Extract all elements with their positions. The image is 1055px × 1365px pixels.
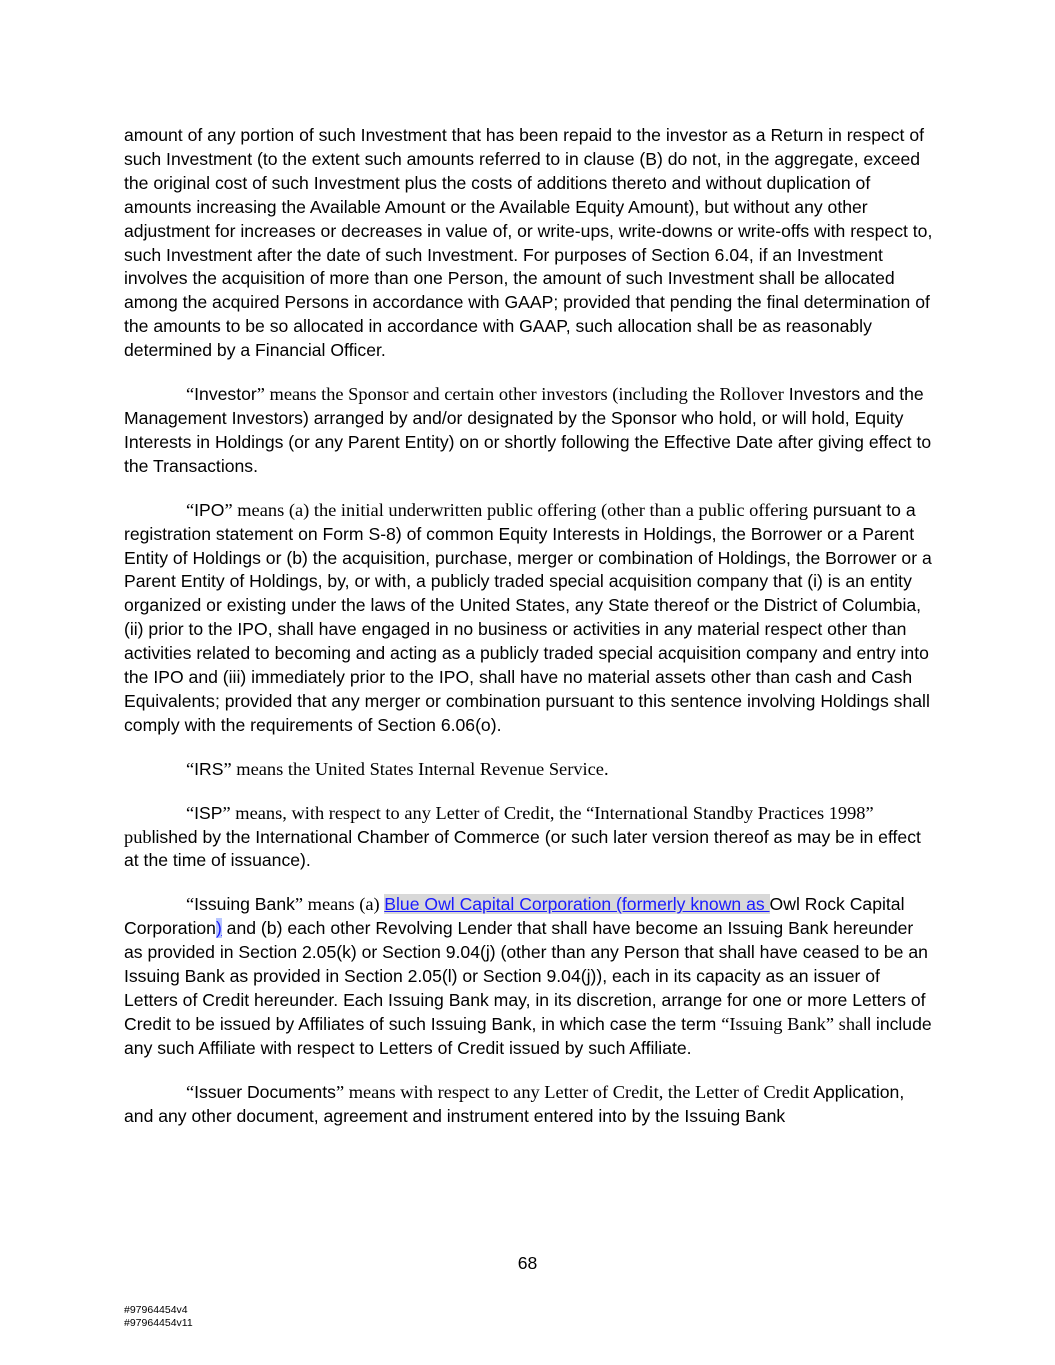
paragraph-text: amount of any portion of such Investment that has been repaid to the investor as a Return in respect of such Investment (to the extent such amounts referred to in clause (B) do not, in the aggregate, exceed the original cost of such Investment plus the costs of additions thereto and without duplication of amounts increasing the Available Amount or the Available Equity Amount), but without any other adjustment for increases or decreases in value of, or write-ups, write-downs or write-offs with respect to, such Investment after the date of such Investment. For purposes of Section 6.04, if an Investment involves the acquisition of more than one Person, the amount of such Investment shall be allocated among the acquired Persons in accordance with GAAP; provided that pending the final determination of the amounts to be so allocated in accordance with GAAP, such allocation shall be as reasonably determined by a Financial Officer. — [124, 125, 933, 361]
defined-term: IRS — [194, 758, 224, 779]
definition-issuing-bank — [124, 893, 934, 1060]
definition-isp — [124, 802, 934, 874]
open-quote: “ — [186, 758, 195, 779]
definition-lead: ” means the United States Internal Revenue Service. — [223, 758, 609, 779]
document-id: #97964454v4 — [124, 1304, 188, 1316]
tracked-change-link-tail[interactable]: ) — [215, 918, 222, 939]
defined-term: Issuing Bank — [194, 894, 295, 915]
definition-irs — [124, 758, 934, 782]
document-id: #97964454v11 — [124, 1316, 193, 1329]
definition-lead: ” means with respect to any Letter of Credit, the Letter of Credit — [335, 1081, 810, 1102]
definition-ipo — [124, 499, 934, 738]
definition-text: ll include any such Affiliate with respect to Letters of Credit issued by such Affiliate. — [124, 1013, 932, 1058]
open-quote: “ — [186, 894, 195, 915]
defined-term: ISP — [194, 802, 223, 823]
definition-lead: ” means the Sponsor and certain other investors (including the Rollover — [256, 384, 784, 405]
page-number: 68 — [517, 1253, 538, 1273]
defined-term: IPO — [194, 499, 225, 520]
open-quote: “ — [186, 1081, 195, 1102]
open-quote: “ — [186, 384, 195, 405]
open-quote: “ — [186, 802, 195, 823]
tracked-change-link[interactable]: Blue Owl Capital Corporation (formerly known as — [384, 894, 770, 915]
definition-lead: ” means, with respect to any Letter of Credit, the “International Standby Practices 1998” pub — [124, 802, 874, 847]
definition-text: and (b) each other Revolving Lender that shall have become an Issuing Bank hereunder as provided in Section 2.05(k) or Section 9.04(j) (other than any Person that shall have ceased to be an Issuing Bank as provided in Section 2.05(l) or Section 9.04(j)), each in its capacity as an issuer of Letters of Credit hereunder. Each Issuing Bank may, in its discretion, arrange for one or more Letters of Credit to be issued by Affiliates of such Issuing Bank, in which case the term — [124, 918, 928, 1034]
document-body — [124, 124, 934, 1149]
definition-lead: ” means (a) — [294, 894, 385, 915]
defined-term: Investor — [194, 384, 257, 405]
definition-text: Application, and any other document, agreement and instrument entered into by the Issuing Bank — [124, 1081, 905, 1126]
defined-term: Issuer Documents — [194, 1081, 336, 1102]
open-quote: “ — [186, 499, 195, 520]
quoted-term: “Issuing Bank” sha — [721, 1013, 864, 1034]
definition-issuer-documents — [124, 1081, 934, 1129]
paragraph-investment-continuation — [124, 124, 934, 363]
definition-text: Owl Rock Capital Corporation — [124, 894, 905, 939]
definition-text: pursuant to a registration statement on Form S-8) of common Equity Interests in Holdings, the Borrower or a Parent Entity of Holdings or (b) the acquisition, purchase, merger or combination of Holdings, the Borrower or a Parent Entity of Holdings, by, or with, a publicly traded special acquisition company that (i) is an entity organized or existing under the laws of the United States, any State thereof or the District of Columbia, (ii) prior to the IPO, shall have engaged in no business or activities in any material respect other than activities related to becoming and acting as a publicly traded special acquisition company and entry into the IPO and (iii) immediately prior to the IPO, shall have no material assets other than cash and Cash Equivalents; provided that any merger or combination pursuant to this sentence involving Holdings shall comply with the requirements of Section 6.06(o). — [124, 499, 932, 735]
document-ids — [124, 1304, 193, 1329]
definition-text: Investors and the Management Investors) arranged by and/or designated by the Sponsor who hold, or will hold, Equity Interests in Holdings (or any Parent Entity) on or shortly following the Effective Date after giving effect to the Transactions. — [124, 384, 932, 476]
definition-lead: ” means (a) the initial underwritten public offering (other than a public offering — [224, 499, 809, 520]
definition-investor — [124, 383, 934, 479]
definition-text: lished by the International Chamber of Commerce (or such later version thereof as may be in effect at the time of issuance). — [124, 826, 921, 871]
